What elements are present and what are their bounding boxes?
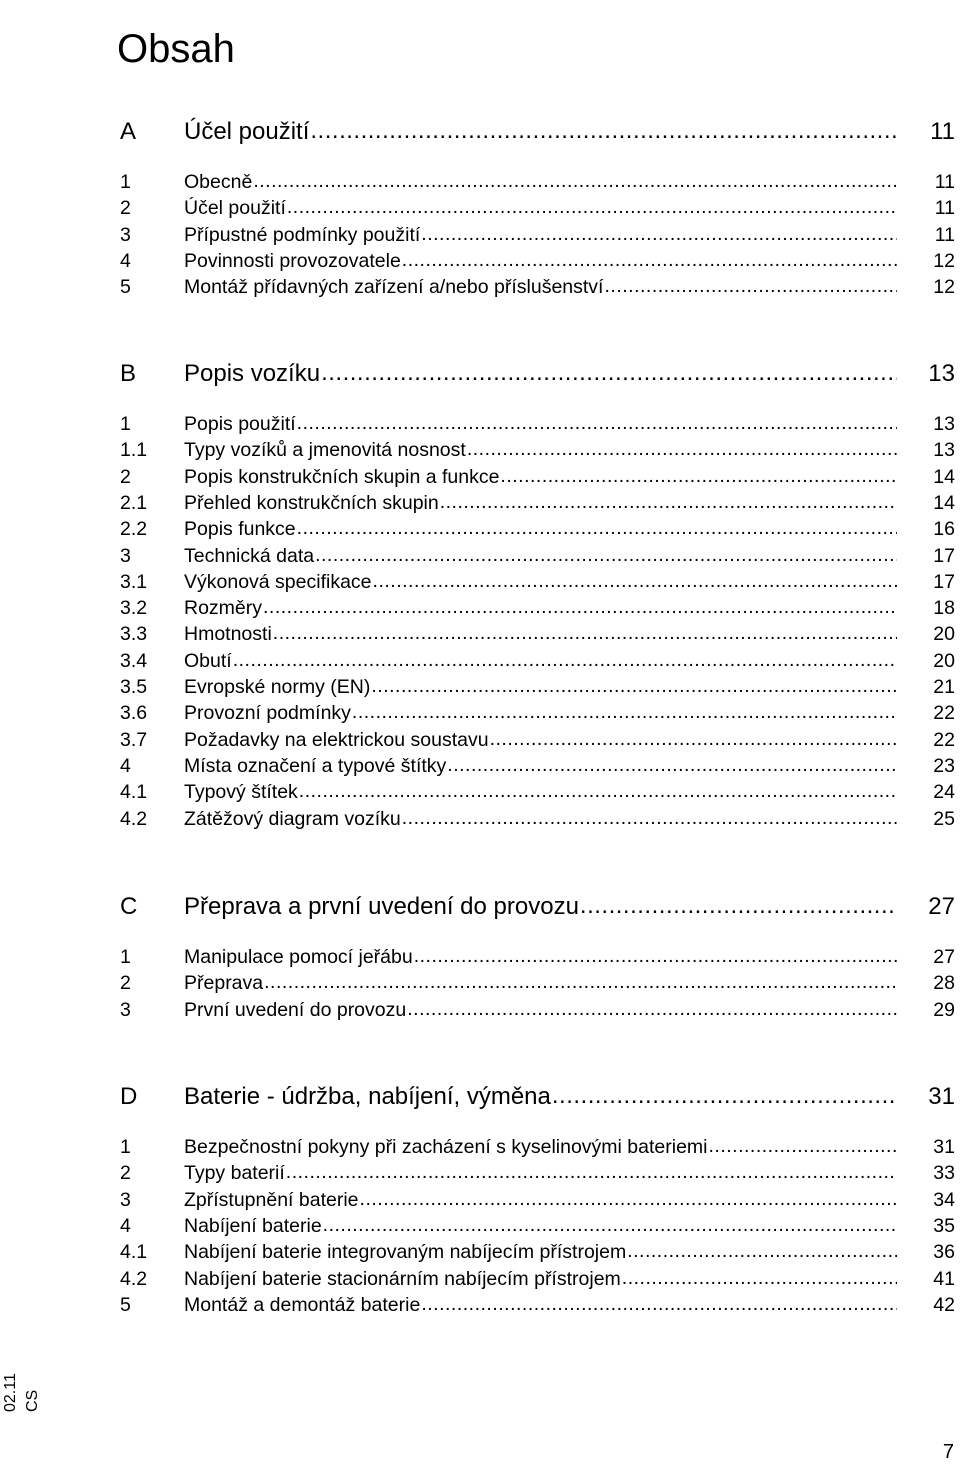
dot-leader <box>315 542 897 568</box>
edition-label: 02.11 CS <box>2 1373 41 1412</box>
entry-page-number: 24 <box>933 781 955 804</box>
entry-title: Přehled konstrukčních skupin <box>184 491 439 514</box>
entry-title: Manipulace pomocí jeřábu <box>184 946 413 968</box>
dot-leader <box>627 1238 897 1264</box>
entry-number: 4 <box>120 249 131 272</box>
entry-page-number: 11 <box>934 171 955 193</box>
dot-leader <box>467 436 897 462</box>
entry-title: Montáž a demontáž baterie <box>184 1293 421 1316</box>
toc-entry[interactable] <box>120 1239 955 1265</box>
dot-leader <box>604 273 897 299</box>
entry-number: 3.2 <box>120 597 148 620</box>
entry-page-number: 36 <box>933 1241 955 1264</box>
entry-page-number: 18 <box>933 597 955 620</box>
entry-page-number: 14 <box>933 491 955 514</box>
entry-page-number: 20 <box>933 623 955 646</box>
toc-entry[interactable] <box>120 779 955 805</box>
entry-page-number: 42 <box>933 1293 955 1316</box>
dot-leader <box>490 726 897 752</box>
entry-page-number: 13 <box>933 439 955 462</box>
section-title: Popis vozíku <box>184 360 321 387</box>
entry-page-number: 28 <box>933 972 955 995</box>
dot-leader <box>709 1133 898 1159</box>
entry-page-number: 12 <box>933 249 955 272</box>
entry-page-number: 16 <box>933 518 955 541</box>
entry-number: 1 <box>120 1136 131 1158</box>
toc-entry[interactable] <box>120 997 955 1023</box>
entry-number: 4.1 <box>120 781 148 804</box>
toc-entry[interactable] <box>120 222 955 248</box>
entry-title: Rozměry <box>184 597 263 620</box>
entry-title: Povinnosti provozovatele <box>184 249 401 272</box>
entry-page-number: 25 <box>933 807 955 830</box>
section-c-heading[interactable] <box>120 891 955 923</box>
entry-page-number: 20 <box>933 649 955 672</box>
dot-leader <box>402 247 897 273</box>
section-letter: B <box>120 360 137 387</box>
entry-title: Nabíjení baterie <box>184 1214 322 1237</box>
entry-title: Výkonová specifikace <box>184 570 372 593</box>
entry-number: 2 <box>120 197 131 220</box>
section-d-heading[interactable] <box>120 1081 955 1113</box>
toc-entry[interactable] <box>120 648 955 674</box>
toc-entry[interactable] <box>120 1213 955 1239</box>
entry-number: 1 <box>120 171 131 193</box>
dot-leader <box>402 805 897 831</box>
entry-number: 3.4 <box>120 649 148 672</box>
section-title: Přeprava a první uvedení do provozu <box>184 893 579 920</box>
toc-entry[interactable] <box>120 727 955 753</box>
toc-entry[interactable] <box>120 1292 955 1318</box>
entry-title: Popis použití <box>184 413 296 435</box>
dot-leader <box>414 943 897 969</box>
entry-title: Přípustné podmínky použití <box>184 223 421 246</box>
entry-number: 4 <box>120 1214 131 1237</box>
section-page-number: 13 <box>928 360 955 387</box>
entry-title: Místa označení a typové štítky <box>184 754 447 777</box>
entry-number: 3.5 <box>120 676 148 698</box>
entry-title: Bezpečnostní pokyny při zacházení s kyselinovými bateriemi <box>184 1136 708 1158</box>
entry-page-number: 11 <box>934 197 955 220</box>
entry-title: Evropské normy (EN) <box>184 676 371 698</box>
section-a-heading[interactable] <box>120 116 955 148</box>
entry-page-number: 34 <box>933 1188 955 1211</box>
entry-number: 3.7 <box>120 728 148 751</box>
entry-title: Montáž přídavných zařízení a/nebo příslušenství <box>184 276 604 299</box>
entry-title: Nabíjení baterie integrovaným nabíjecím přístrojem <box>184 1241 627 1264</box>
entry-page-number: 17 <box>933 544 955 567</box>
dot-leader <box>287 194 897 220</box>
entry-title: Technická data <box>184 544 315 567</box>
toc-entry[interactable] <box>120 411 955 437</box>
dot-leader <box>580 890 897 922</box>
dot-leader <box>500 463 897 489</box>
entry-number: 4.1 <box>120 1241 148 1264</box>
entry-number: 3.1 <box>120 570 148 593</box>
entry-page-number: 17 <box>933 570 955 593</box>
toc-entry[interactable] <box>120 595 955 621</box>
dot-leader <box>552 1080 897 1112</box>
entry-number: 4.2 <box>120 807 148 830</box>
entry-title: Požadavky na elektrickou soustavu <box>184 728 489 751</box>
entry-page-number: 12 <box>933 276 955 299</box>
toc-entry[interactable] <box>120 437 955 463</box>
dot-leader <box>373 568 897 594</box>
entry-number: 2.2 <box>120 518 148 541</box>
entry-page-number: 41 <box>933 1267 955 1290</box>
entry-number: 4 <box>120 754 131 777</box>
entry-page-number: 31 <box>933 1136 955 1158</box>
dot-leader <box>447 752 897 778</box>
section-letter: A <box>120 118 137 145</box>
entry-page-number: 23 <box>933 754 955 777</box>
entry-page-number: 29 <box>933 998 955 1021</box>
dot-leader <box>421 221 897 247</box>
section-title: Baterie - údržba, nabíjení, výměna <box>184 1083 551 1110</box>
section-b-heading[interactable] <box>120 358 955 390</box>
section-page-number: 31 <box>928 1083 955 1110</box>
toc-entry[interactable] <box>120 490 955 516</box>
toc-entry[interactable] <box>120 169 955 195</box>
toc-entry[interactable] <box>120 1187 955 1213</box>
entry-title: Typy vozíků a jmenovitá nosnost <box>184 439 466 462</box>
entry-title: Účel použití <box>184 197 286 220</box>
entry-page-number: 22 <box>933 702 955 725</box>
entry-title: Typový štítek <box>184 781 298 804</box>
toc-entry[interactable] <box>120 195 955 221</box>
toc-entry[interactable] <box>120 248 955 274</box>
entry-number: 3.6 <box>120 702 148 725</box>
toc-entry[interactable] <box>120 274 955 300</box>
section-letter: D <box>120 1083 138 1110</box>
entry-page-number: 35 <box>933 1214 955 1237</box>
dot-leader <box>263 594 897 620</box>
entry-number: 3 <box>120 1188 131 1211</box>
entry-number: 3 <box>120 544 131 567</box>
page-title: Obsah <box>117 26 235 71</box>
toc-entry[interactable] <box>120 569 955 595</box>
dot-leader <box>352 699 897 725</box>
toc-entry[interactable] <box>120 944 955 970</box>
entry-page-number: 13 <box>933 413 955 435</box>
page-number: 7 <box>942 1441 954 1463</box>
dot-leader <box>264 969 897 995</box>
entry-title: Obutí <box>184 649 232 672</box>
section-title: Účel použití <box>184 118 310 145</box>
entry-title: První uvedení do provozu <box>184 998 407 1021</box>
entry-title: Obecně <box>184 171 253 193</box>
toc-entry[interactable] <box>120 543 955 569</box>
entry-page-number: 33 <box>933 1162 955 1185</box>
dot-leader <box>286 1159 897 1185</box>
toc-entry[interactable] <box>120 1134 955 1160</box>
dot-leader <box>407 996 897 1022</box>
section-page-number: 11 <box>930 118 955 145</box>
dot-leader <box>310 115 897 147</box>
entry-page-number: 14 <box>933 465 955 488</box>
entry-number: 2 <box>120 465 131 488</box>
dot-leader <box>299 778 897 804</box>
toc-entry[interactable] <box>120 806 955 832</box>
entry-page-number: 11 <box>934 223 955 246</box>
toc-entry[interactable] <box>120 753 955 779</box>
toc-entry[interactable] <box>120 1160 955 1186</box>
entry-title: Zátěžový diagram vozíku <box>184 807 401 830</box>
dot-leader <box>297 410 897 436</box>
entry-number: 1.1 <box>120 439 148 462</box>
entry-number: 4.2 <box>120 1267 148 1290</box>
section-letter: C <box>120 893 138 920</box>
entry-title: Popis konstrukčních skupin a funkce <box>184 465 500 488</box>
toc-entry[interactable] <box>120 516 955 542</box>
toc-entry[interactable] <box>120 700 955 726</box>
entry-title: Popis funkce <box>184 518 296 541</box>
toc-entry[interactable] <box>120 464 955 490</box>
dot-leader <box>321 357 897 389</box>
entry-number: 1 <box>120 413 131 435</box>
entry-number: 1 <box>120 946 131 968</box>
dot-leader <box>253 168 897 194</box>
dot-leader <box>360 1186 897 1212</box>
entry-title: Provozní podmínky <box>184 702 351 725</box>
dot-leader <box>622 1265 897 1291</box>
entry-number: 3.3 <box>120 623 148 646</box>
entry-page-number: 22 <box>933 728 955 751</box>
entry-title: Přeprava <box>184 972 264 995</box>
entry-number: 3 <box>120 998 131 1021</box>
dot-leader <box>440 489 897 515</box>
entry-number: 3 <box>120 223 131 246</box>
dot-leader <box>233 647 897 673</box>
section-page-number: 27 <box>928 893 955 920</box>
entry-title: Hmotnosti <box>184 623 272 646</box>
entry-number: 5 <box>120 276 131 299</box>
toc-entry[interactable] <box>120 621 955 647</box>
dot-leader <box>273 620 897 646</box>
dot-leader <box>323 1212 897 1238</box>
dot-leader <box>371 673 897 699</box>
toc-entry[interactable] <box>120 970 955 996</box>
entry-number: 2.1 <box>120 491 148 514</box>
entry-title: Typy baterií <box>184 1162 285 1185</box>
entry-number: 5 <box>120 1293 131 1316</box>
entry-number: 2 <box>120 972 131 995</box>
toc-entry[interactable] <box>120 674 955 700</box>
entry-page-number: 21 <box>933 676 955 698</box>
entry-page-number: 27 <box>933 946 955 968</box>
entry-number: 2 <box>120 1162 131 1185</box>
entry-title: Zpřístupnění baterie <box>184 1188 359 1211</box>
dot-leader <box>297 515 897 541</box>
dot-leader <box>421 1291 897 1317</box>
toc-entry[interactable] <box>120 1266 955 1292</box>
entry-title: Nabíjení baterie stacionárním nabíjecím přístrojem <box>184 1267 621 1290</box>
